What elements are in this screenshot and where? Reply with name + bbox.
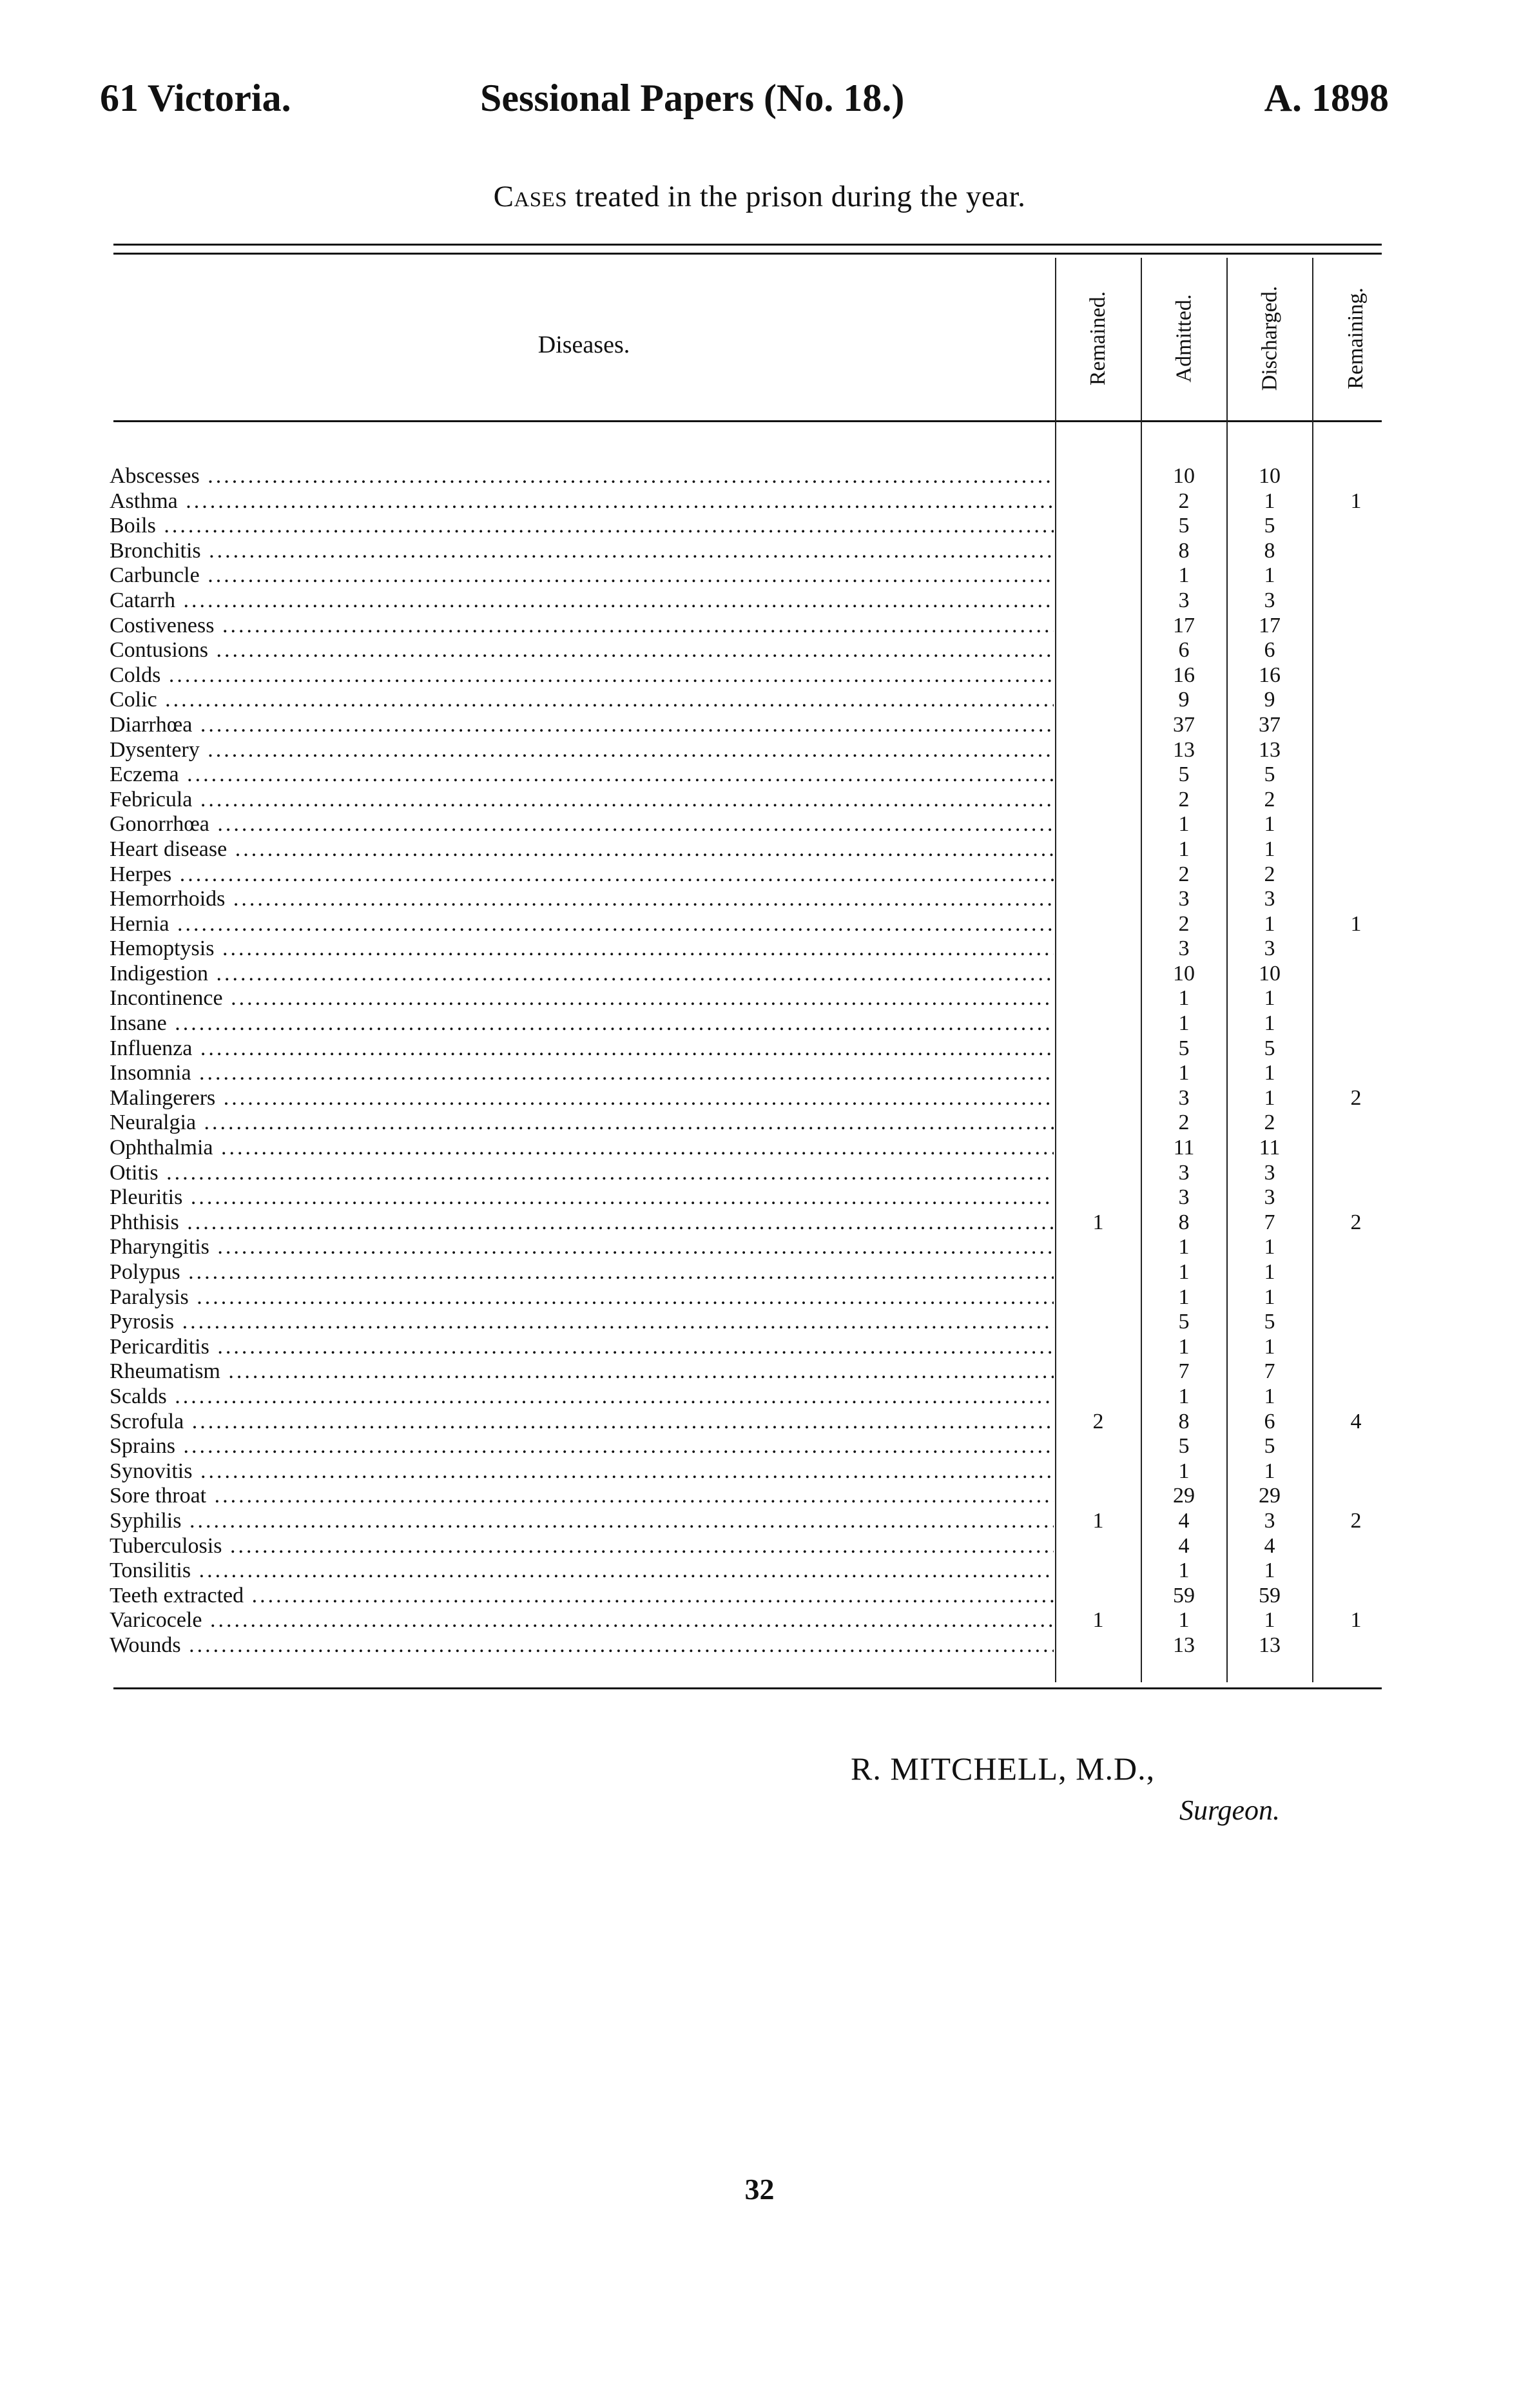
- column-header-remained-label: Remained.: [1086, 291, 1110, 386]
- discharged-cell: 1: [1264, 837, 1275, 861]
- signature-name: R. MITCHELL, M.D.,: [851, 1751, 1156, 1787]
- admitted-cell: 2: [1178, 911, 1190, 936]
- caption-rest: treated in the prison during the year.: [567, 180, 1026, 213]
- discharged-cell: 5: [1264, 1036, 1275, 1060]
- discharged-cell: 3: [1264, 1160, 1275, 1185]
- discharged-cell: 5: [1264, 762, 1275, 787]
- discharged-cell: 16: [1259, 663, 1281, 687]
- table-row: [0, 1633, 1519, 1658]
- disease-name: Costiveness .....: [110, 614, 1054, 639]
- remaining-cell: 4: [1350, 1409, 1362, 1433]
- discharged-cell: 6: [1264, 1409, 1275, 1433]
- discharged-cell: 5: [1264, 514, 1275, 538]
- admitted-cell: 4: [1178, 1508, 1190, 1533]
- discharged-cell: 1: [1264, 1085, 1275, 1110]
- disease-name: Bronchitis .....: [110, 539, 1054, 564]
- discharged-cell: 1: [1264, 1011, 1275, 1036]
- discharged-cell: 1: [1264, 1608, 1275, 1633]
- disease-name: Insomnia .....: [110, 1061, 1054, 1086]
- disease-name: Tonsilitis .....: [110, 1558, 1054, 1584]
- table-row: [0, 937, 1519, 962]
- admitted-cell: 2: [1178, 1111, 1190, 1135]
- table-row: [0, 1235, 1519, 1260]
- discharged-cell: 6: [1264, 638, 1275, 663]
- table-header-rule: [113, 420, 1382, 422]
- admitted-cell: 1: [1178, 837, 1190, 861]
- admitted-cell: 2: [1178, 862, 1190, 886]
- disease-name: Tuberculosis .....: [110, 1534, 1054, 1559]
- admitted-cell: 3: [1178, 1160, 1190, 1185]
- discharged-cell: 10: [1259, 464, 1281, 488]
- table-row: [0, 1011, 1519, 1036]
- disease-name: Carbuncle .....: [110, 563, 1054, 588]
- admitted-cell: 1: [1178, 1285, 1190, 1309]
- admitted-cell: 6: [1178, 638, 1190, 663]
- discharged-cell: 11: [1259, 1136, 1281, 1160]
- disease-name: Neuralgia .....: [110, 1111, 1054, 1136]
- discharged-cell: 1: [1264, 1285, 1275, 1309]
- admitted-cell: 1: [1178, 986, 1190, 1011]
- admitted-cell: 1: [1178, 1608, 1190, 1633]
- remained-cell: 2: [1092, 1409, 1104, 1433]
- admitted-cell: 5: [1178, 514, 1190, 538]
- disease-name: Hemoptysis .....: [110, 937, 1054, 962]
- discharged-cell: 1: [1264, 489, 1275, 513]
- page-number: 32: [744, 2173, 775, 2206]
- disease-name: Syphilis .....: [110, 1509, 1054, 1534]
- discharged-cell: 1: [1264, 563, 1275, 588]
- disease-name: Wounds .....: [110, 1633, 1054, 1658]
- discharged-cell: 1: [1264, 1459, 1275, 1483]
- admitted-cell: 16: [1173, 663, 1195, 687]
- table-row: [0, 762, 1519, 788]
- admitted-cell: 17: [1173, 613, 1195, 637]
- page-header: [100, 76, 1389, 128]
- remaining-cell: 2: [1350, 1210, 1362, 1234]
- admitted-cell: 1: [1178, 1260, 1190, 1284]
- remained-cell: 1: [1092, 1608, 1104, 1633]
- table-top-rule-inner: [113, 253, 1382, 255]
- remained-cell: 1: [1092, 1210, 1104, 1234]
- remaining-cell: 1: [1350, 911, 1362, 936]
- admitted-cell: 5: [1178, 762, 1190, 787]
- table-row: [0, 1584, 1519, 1609]
- admitted-cell: 1: [1178, 1334, 1190, 1359]
- discharged-cell: 5: [1264, 1434, 1275, 1459]
- remained-cell: 1: [1092, 1508, 1104, 1533]
- table-row: [0, 1459, 1519, 1484]
- disease-name: Hernia .....: [110, 912, 1054, 937]
- disease-name: Dysentery .....: [110, 738, 1054, 763]
- table-row: [0, 1359, 1519, 1384]
- table-row: [0, 539, 1519, 564]
- admitted-cell: 8: [1178, 1409, 1190, 1433]
- discharged-cell: 4: [1264, 1533, 1275, 1558]
- table-row: [0, 1384, 1519, 1410]
- admitted-cell: 1: [1178, 812, 1190, 837]
- discharged-cell: 10: [1259, 961, 1281, 986]
- admitted-cell: 3: [1178, 588, 1190, 612]
- column-header-admitted: [1143, 264, 1225, 413]
- table-row: [0, 464, 1519, 489]
- table-row: [0, 688, 1519, 713]
- discharged-cell: 9: [1264, 688, 1275, 712]
- discharged-cell: 1: [1264, 1384, 1275, 1408]
- discharged-cell: 37: [1259, 712, 1281, 737]
- disease-name: Synovitis .....: [110, 1459, 1054, 1484]
- disease-name: Catarrh .....: [110, 588, 1054, 614]
- disease-name: Scalds .....: [110, 1384, 1054, 1410]
- disease-name: Malingerers .....: [110, 1086, 1054, 1111]
- table-row: [0, 1260, 1519, 1285]
- column-header-discharged: [1228, 264, 1311, 413]
- discharged-cell: 1: [1264, 812, 1275, 837]
- admitted-cell: 5: [1178, 1434, 1190, 1459]
- admitted-cell: 5: [1178, 1310, 1190, 1334]
- header-series: Sessional Papers (No. 18.): [480, 77, 905, 119]
- disease-name: Eczema .....: [110, 762, 1054, 788]
- admitted-cell: 11: [1173, 1136, 1195, 1160]
- admitted-cell: 7: [1178, 1359, 1190, 1384]
- discharged-cell: 1: [1264, 1558, 1275, 1583]
- table-row: [0, 1210, 1519, 1236]
- disease-name: Scrofula .....: [110, 1410, 1054, 1435]
- table-row: [0, 812, 1519, 837]
- disease-name: Hemorrhoids .....: [110, 887, 1054, 912]
- column-header-remaining: [1315, 264, 1397, 413]
- discharged-cell: 8: [1264, 538, 1275, 563]
- admitted-cell: 2: [1178, 489, 1190, 513]
- table-row: [0, 1061, 1519, 1086]
- admitted-cell: 1: [1178, 563, 1190, 588]
- admitted-cell: 10: [1173, 961, 1195, 986]
- remaining-cell: 2: [1350, 1508, 1362, 1533]
- disease-name: Influenza .....: [110, 1036, 1054, 1062]
- discharged-cell: 2: [1264, 1111, 1275, 1135]
- table-row: [0, 862, 1519, 888]
- table-row: [0, 588, 1519, 614]
- table-row: [0, 912, 1519, 937]
- disease-name: Phthisis .....: [110, 1210, 1054, 1236]
- table-row: [0, 887, 1519, 912]
- header-year: A. 1898: [1264, 77, 1389, 119]
- admitted-cell: 2: [1178, 787, 1190, 811]
- admitted-cell: 10: [1173, 464, 1195, 488]
- discharged-cell: 3: [1264, 1508, 1275, 1533]
- admitted-cell: 1: [1178, 1384, 1190, 1408]
- disease-name: Diarrhœa .....: [110, 713, 1054, 738]
- table-row: [0, 1086, 1519, 1111]
- table-row: [0, 1410, 1519, 1435]
- disease-name: Gonorrhœa .....: [110, 812, 1054, 837]
- admitted-cell: 13: [1173, 737, 1195, 762]
- discharged-cell: 1: [1264, 911, 1275, 936]
- disease-name: Polypus .....: [110, 1260, 1054, 1285]
- table-row: [0, 1335, 1519, 1360]
- disease-name: Febricula .....: [110, 788, 1054, 813]
- column-header-diseases: Diseases.: [537, 331, 630, 358]
- discharged-cell: 7: [1264, 1210, 1275, 1234]
- disease-name: Heart disease .....: [110, 837, 1054, 862]
- table-row: [0, 489, 1519, 514]
- disease-name: Pharyngitis .....: [110, 1235, 1054, 1260]
- table-caption: [0, 179, 1519, 214]
- table-row: [0, 1036, 1519, 1062]
- remaining-cell: 1: [1350, 1608, 1362, 1633]
- table-row: [0, 1509, 1519, 1534]
- table-row: [0, 614, 1519, 639]
- table-row: [0, 1558, 1519, 1584]
- admitted-cell: 1: [1178, 1061, 1190, 1085]
- table-row: [0, 1310, 1519, 1335]
- disease-name: Indigestion .....: [110, 962, 1054, 987]
- admitted-cell: 1: [1178, 1011, 1190, 1036]
- disease-name: Paralysis .....: [110, 1285, 1054, 1310]
- discharged-cell: 13: [1259, 737, 1281, 762]
- table-row: [0, 1285, 1519, 1310]
- table-row: [0, 788, 1519, 813]
- table-top-rule: [113, 244, 1382, 246]
- discharged-cell: 3: [1264, 887, 1275, 911]
- table-row: [0, 1185, 1519, 1210]
- table-row: [0, 1136, 1519, 1161]
- discharged-cell: 3: [1264, 1185, 1275, 1210]
- disease-name: Pleuritis .....: [110, 1185, 1054, 1210]
- admitted-cell: 4: [1178, 1533, 1190, 1558]
- disease-name: Insane .....: [110, 1011, 1054, 1036]
- table-row: [0, 1434, 1519, 1459]
- admitted-cell: 1: [1178, 1558, 1190, 1583]
- admitted-cell: 1: [1178, 1459, 1190, 1483]
- disease-name: Sprains .....: [110, 1434, 1054, 1459]
- table-row: [0, 638, 1519, 663]
- table-row: [0, 738, 1519, 763]
- table-row: [0, 514, 1519, 539]
- admitted-cell: 5: [1178, 1036, 1190, 1060]
- disease-name: Rheumatism .....: [110, 1359, 1054, 1384]
- admitted-cell: 59: [1173, 1583, 1195, 1607]
- discharged-cell: 2: [1264, 862, 1275, 886]
- disease-name: Asthma .....: [110, 489, 1054, 514]
- disease-name: Pyrosis .....: [110, 1310, 1054, 1335]
- admitted-cell: 9: [1178, 688, 1190, 712]
- disease-name: Colds .....: [110, 663, 1054, 688]
- disease-name: Otitis .....: [110, 1161, 1054, 1186]
- table-row: [0, 1534, 1519, 1559]
- discharged-cell: 1: [1264, 1235, 1275, 1259]
- table-row: [0, 837, 1519, 862]
- remaining-cell: 1: [1350, 489, 1362, 513]
- remaining-cell: 2: [1350, 1085, 1362, 1110]
- disease-name: Boils .....: [110, 514, 1054, 539]
- table-row: [0, 1161, 1519, 1186]
- table-row: [0, 1111, 1519, 1136]
- discharged-cell: 1: [1264, 1334, 1275, 1359]
- cases-table-body: [0, 464, 1519, 1658]
- discharged-cell: 17: [1259, 613, 1281, 637]
- disease-name: Herpes .....: [110, 862, 1054, 888]
- admitted-cell: 3: [1178, 937, 1190, 961]
- discharged-cell: 1: [1264, 1260, 1275, 1284]
- discharged-cell: 29: [1259, 1484, 1281, 1508]
- disease-name: Abscesses .....: [110, 464, 1054, 489]
- table-row: [0, 1608, 1519, 1633]
- admitted-cell: 3: [1178, 887, 1190, 911]
- table-row: [0, 713, 1519, 738]
- header-session: 61 Victoria.: [100, 77, 291, 119]
- disease-name: Incontinence .....: [110, 986, 1054, 1011]
- column-header-remaining-label: Remaining.: [1344, 287, 1368, 389]
- discharged-cell: 3: [1264, 588, 1275, 612]
- discharged-cell: 1: [1264, 1061, 1275, 1085]
- discharged-cell: 3: [1264, 937, 1275, 961]
- column-header-admitted-label: Admitted.: [1172, 294, 1195, 383]
- table-row: [0, 986, 1519, 1011]
- disease-name: Colic .....: [110, 688, 1054, 713]
- column-header-remained: [1057, 264, 1139, 413]
- discharged-cell: 7: [1264, 1359, 1275, 1384]
- disease-name: Contusions .....: [110, 638, 1054, 663]
- table-bottom-rule: [113, 1687, 1382, 1689]
- discharged-cell: 2: [1264, 787, 1275, 811]
- caption-lead: Cases: [493, 180, 568, 213]
- signature-title: Surgeon.: [1179, 1794, 1281, 1826]
- table-row: [0, 563, 1519, 588]
- admitted-cell: 1: [1178, 1235, 1190, 1259]
- admitted-cell: 3: [1178, 1185, 1190, 1210]
- admitted-cell: 13: [1173, 1633, 1195, 1657]
- table-row: [0, 962, 1519, 987]
- disease-name: Sore throat .....: [110, 1484, 1054, 1509]
- disease-name: Ophthalmia .....: [110, 1136, 1054, 1161]
- discharged-cell: 1: [1264, 986, 1275, 1011]
- discharged-cell: 59: [1259, 1583, 1281, 1607]
- table-row: [0, 1484, 1519, 1509]
- discharged-cell: 5: [1264, 1310, 1275, 1334]
- column-header-discharged-label: Discharged.: [1257, 286, 1281, 391]
- admitted-cell: 8: [1178, 538, 1190, 563]
- admitted-cell: 37: [1173, 712, 1195, 737]
- disease-name: Pericarditis .....: [110, 1335, 1054, 1360]
- table-row: [0, 663, 1519, 688]
- admitted-cell: 3: [1178, 1085, 1190, 1110]
- disease-name: Varicocele .....: [110, 1608, 1054, 1633]
- discharged-cell: 13: [1259, 1633, 1281, 1657]
- disease-name: Teeth extracted .....: [110, 1584, 1054, 1609]
- admitted-cell: 29: [1173, 1484, 1195, 1508]
- admitted-cell: 8: [1178, 1210, 1190, 1234]
